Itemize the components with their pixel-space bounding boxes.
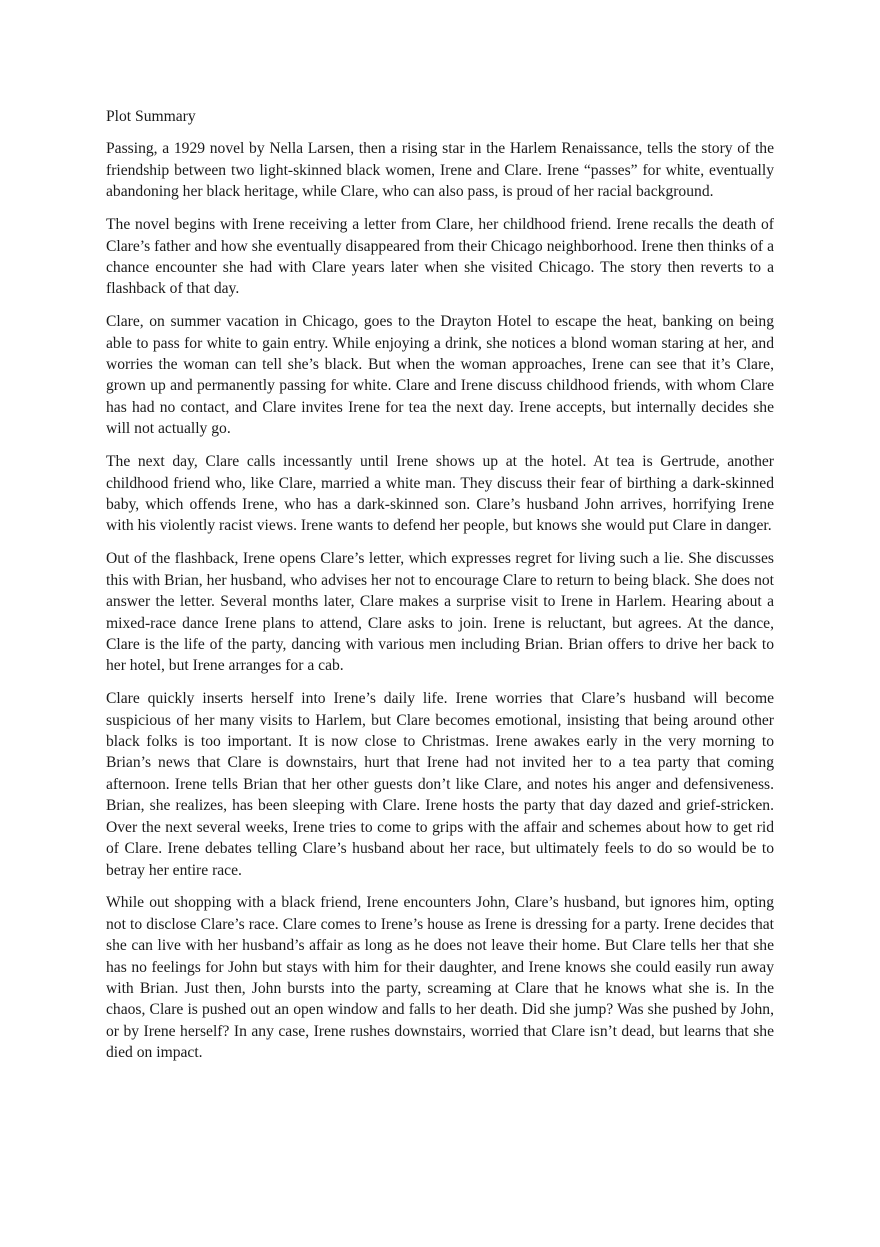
paragraph-3: Clare, on summer vacation in Chicago, goes to the Drayton Hotel to escape the heat, banking on being able to pass for white to gain entry. While enjoying a drink, she notices a blond woman staring at her, and worries the woman can tell she’s black. But when the woman approaches, Irene can see that it’s Clare, grown up and permanently passing for white. Clare and Irene discuss childhood friends, with whom Clare has had no contact, and Clare invites Irene for tea the next day. Irene accepts, but internally decides she will not actually go. — [106, 313, 774, 438]
section-heading: Plot Summary — [106, 108, 196, 125]
paragraph-6: Clare quickly inserts herself into Irene’s daily life. Irene worries that Clare’s husband will become suspicious of her many visits to Harlem, but Clare becomes emotional, insisting that being around other black folks is too important. It is now close to Christmas. Irene awakes early in the very morning to Brian’s news that Clare is downstairs, hurt that Irene had not invited her to a tea party that coming afternoon. Irene tells Brian that her other guests don’t like Clare, and notes his anger and defensiveness. Brian, she realizes, has been sleeping with Clare. Irene hosts the party that day dazed and grief-stricken. Over the next several weeks, Irene tries to come to grips with the affair and schemes about how to get rid of Clare. Irene debates telling Clare’s husband about her race, but ultimately feels to do so would be to betray her entire race. — [106, 690, 774, 879]
paragraph-4: The next day, Clare calls incessantly until Irene shows up at the hotel. At tea is Gertrude, another childhood friend who, like Clare, married a white man. They discuss their fear of birthing a dark-skinned baby, which offends Irene, who has a dark-skinned son. Clare’s husband John arrives, horrifying Irene with his violently racist views. Irene wants to defend her people, but knows she would put Clare in danger. — [106, 453, 774, 535]
paragraph-7: While out shopping with a black friend, Irene encounters John, Clare’s husband, but ignores him, opting not to disclose Clare’s race. Clare comes to Irene’s house as Irene is dressing for a party. Irene decides that she can live with her husband’s affair as long as he does not leave their home. But Clare tells her that she has no feelings for John but stays with him for their daughter, and Irene knows she could easily run away with Brian. Just then, John bursts into the party, screaming at Clare that he knows what she is. In the chaos, Clare is pushed out an open window and falls to her death. Did she jump? Was she pushed by John, or by Irene herself? In any case, Irene rushes downstairs, worried that Clare isn’t dead, but learns that she died on impact. — [106, 894, 774, 1062]
paragraph-5: Out of the flashback, Irene opens Clare’s letter, which expresses regret for living such a lie. She discusses this with Brian, her husband, who advises her not to encourage Clare to return to being black. She does not answer the letter. Several months later, Clare makes a surprise visit to Irene in Harlem. Hearing about a mixed-race dance Irene plans to attend, Clare asks to join. Irene is reluctant, but agrees. At the dance, Clare is the life of the party, dancing with various men including Brian. Brian offers to drive her back to her hotel, but Irene arranges for a cab. — [106, 550, 774, 675]
document-body — [106, 106, 774, 1075]
paragraph-1: Passing, a 1929 novel by Nella Larsen, then a rising star in the Harlem Renaissance, tells the story of the friendship between two light-skinned black women, Irene and Clare. Irene “passes” for white, eventually abandoning her black heritage, while Clare, who can also pass, is proud of her racial background. — [106, 140, 774, 201]
paragraph-2: The novel begins with Irene receiving a letter from Clare, her childhood friend. Irene recalls the death of Clare’s father and how she eventually disappeared from their Chicago neighborhood. Irene then thinks of a chance encounter she had with Clare years later when she visited Chicago. The story then reverts to a flashback of that day. — [106, 216, 774, 298]
